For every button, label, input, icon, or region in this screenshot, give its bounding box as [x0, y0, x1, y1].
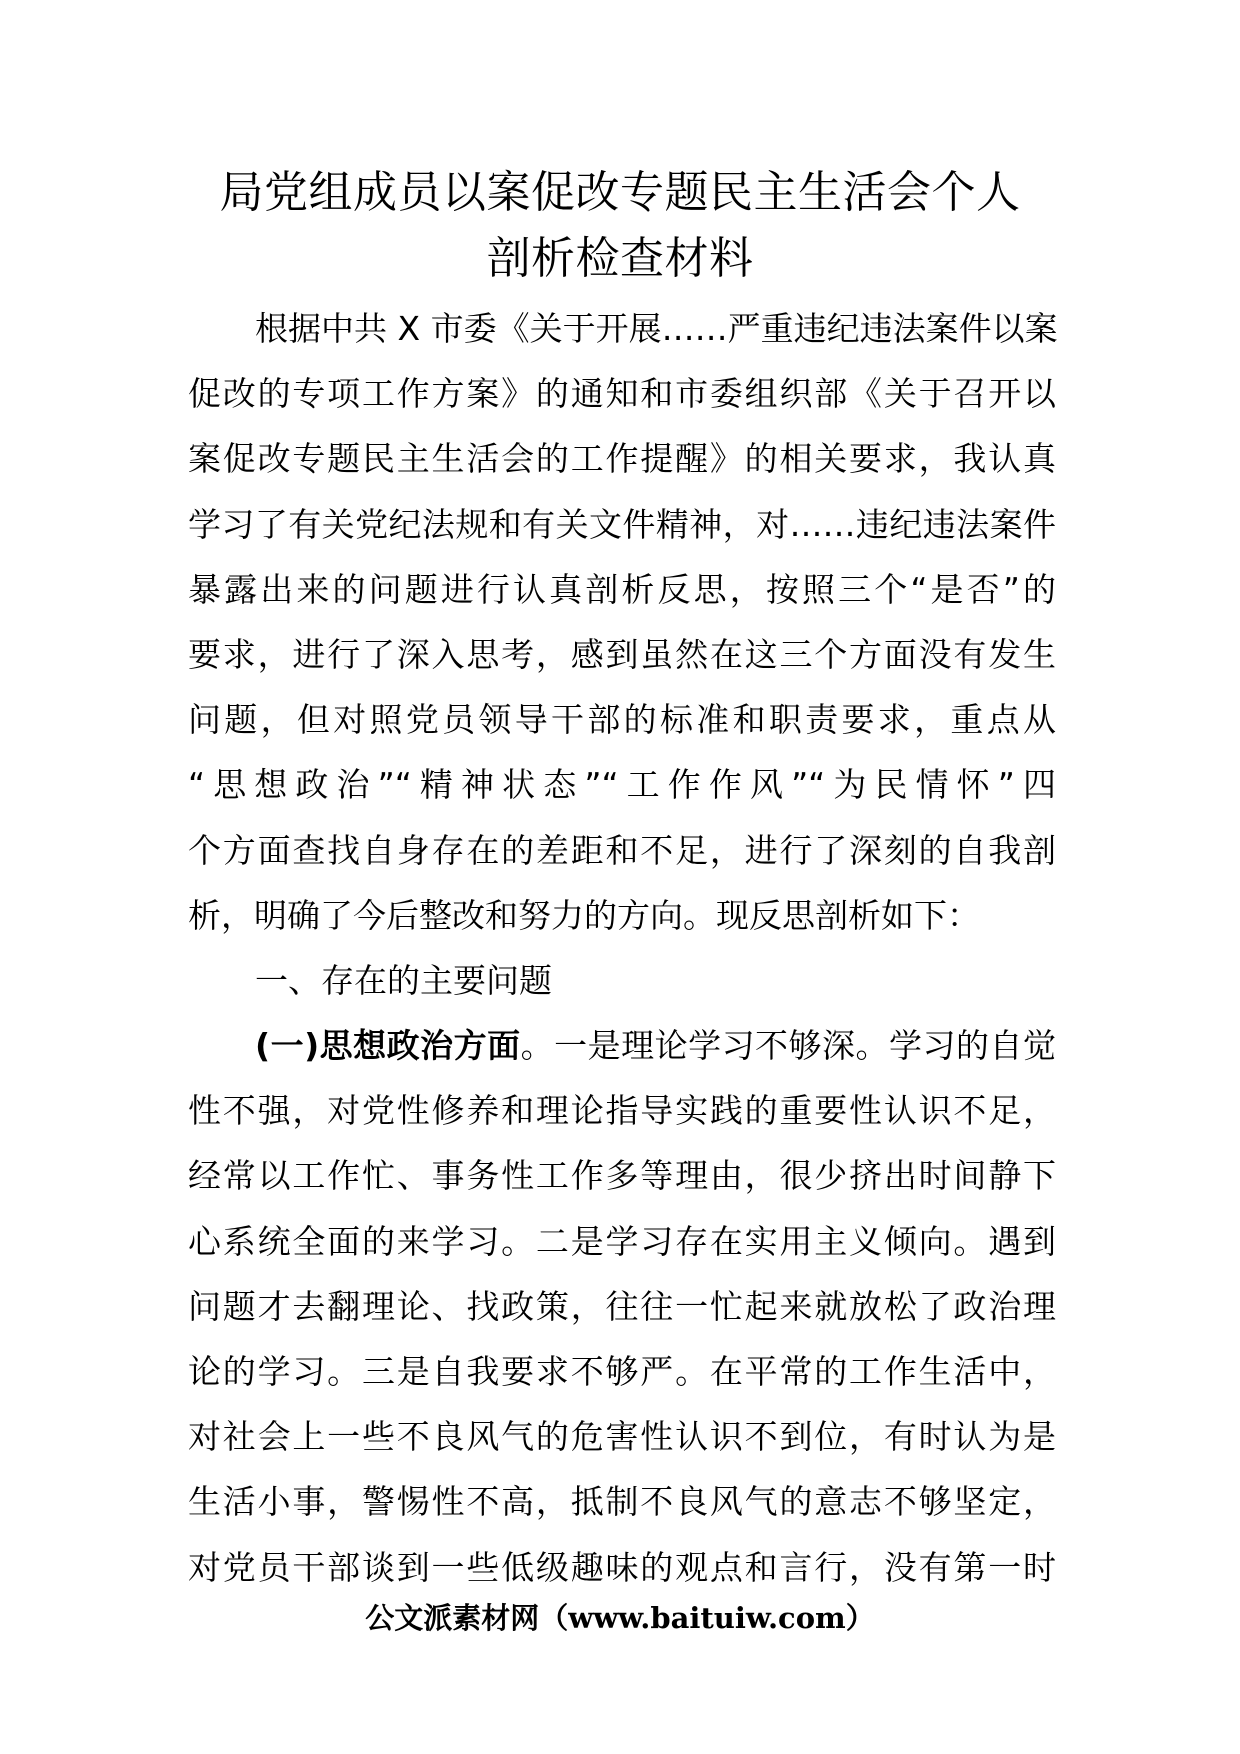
- body-line: 析，明确了今后整改和努力的方向。现反思剖析如下：: [188, 895, 980, 935]
- body-line: 学习了有关党纪法规和有关文件精神，对……违纪违法案件: [188, 504, 1056, 544]
- section-heading-main-problems: 一、存在的主要问题: [255, 960, 552, 1000]
- body-line: “思想政治”“精神状态”“工作作风”“为民情怀”四: [188, 765, 1056, 805]
- document-body: [188, 296, 1056, 1600]
- body-line: 暴露出来的问题进行认真剖析反思，按照三个“是否”的: [188, 569, 1056, 609]
- body-line: 促改的专项工作方案》的通知和市委组织部《关于召开以: [188, 374, 1056, 414]
- body-line: 根据中共 X 市委《关于开展……严重违纪违法案件以案: [255, 309, 1058, 348]
- section-line: 对社会上一些不良风气的危害性认识不到位，有时认为是: [188, 1417, 1056, 1457]
- section-line: 经常以工作忙、事务性工作多等理由，很少挤出时间静下: [188, 1156, 1056, 1196]
- document-title: [180, 160, 1060, 292]
- body-line: 问题，但对照党员领导干部的标准和职责要求，重点从: [188, 700, 1056, 740]
- subsection-heading-ideology: (一)思想政治方面: [255, 1026, 521, 1066]
- body-line: 要求，进行了深入思考，感到虽然在这三个方面没有发生: [188, 634, 1056, 674]
- section-line: 心系统全面的来学习。二是学习存在实用主义倾向。遇到: [188, 1221, 1056, 1261]
- section-line: 性不强，对党性修养和理论指导实践的重要性认识不足，: [188, 1091, 1056, 1131]
- section-line: 生活小事，警惕性不高，抵制不良风气的意志不够坚定，: [188, 1482, 1056, 1522]
- section-line: 论的学习。三是自我要求不够严。在平常的工作生活中，: [188, 1352, 1056, 1391]
- title-line-2: 剖析检查材料: [486, 233, 754, 284]
- title-line-1: 局党组成员以案促改专题民主生活会个人: [219, 167, 1021, 218]
- section-line: 问题才去翻理论、找政策，往往一忙起来就放松了政治理: [188, 1286, 1056, 1326]
- footer-source: 公文派素材网（www.baituiw.com）: [365, 1601, 875, 1635]
- section-line: 对党员干部谈到一些低级趣味的观点和言行，没有第一时: [188, 1547, 1056, 1587]
- body-line: 案促改专题民主生活会的工作提醒》的相关要求，我认真: [188, 439, 1056, 479]
- section-line-1-text: 。一是理论学习不够深。学习的自觉: [520, 1026, 1057, 1066]
- body-line: 个方面查找自身存在的差距和不足，进行了深刻的自我剖: [188, 830, 1056, 870]
- section-line-1: [188, 1013, 1056, 1078]
